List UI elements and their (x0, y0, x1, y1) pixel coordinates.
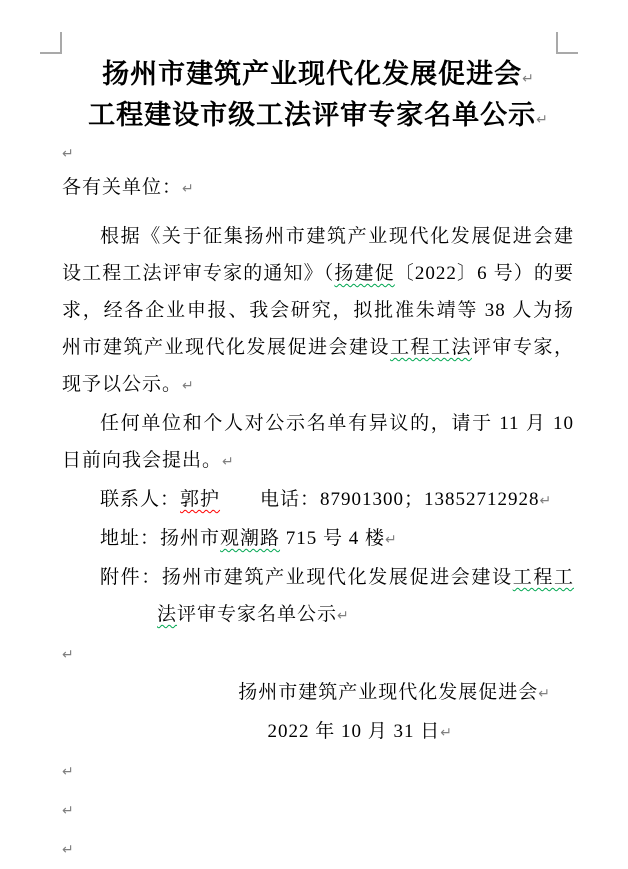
grammar-flagged-text: 扬建促 (334, 263, 395, 284)
para-basis[interactable] (62, 218, 574, 405)
title-line-2[interactable] (62, 97, 574, 138)
para-objection[interactable] (62, 405, 574, 481)
text-run: 各有关单位： (62, 177, 183, 198)
paragraph-mark-icon: ↵ (222, 454, 234, 470)
text-run: 任何单位和个人对公示名单有异议的，请于 11 月 10 日前向我会提出。 (62, 413, 574, 471)
signature-date[interactable] (62, 713, 574, 752)
grammar-flagged-text: 工程工法 (157, 567, 574, 625)
empty-line-3[interactable] (62, 752, 574, 791)
spelling-flagged-text: 郭护 (180, 489, 221, 510)
empty-line-1[interactable] (62, 138, 574, 169)
text-run: 地址：扬州市 (100, 528, 221, 549)
paragraph-mark-icon: ↵ (337, 608, 349, 624)
paragraph-mark-icon: ↵ (182, 181, 194, 197)
text-run: 〔2022〕6 号）的要求，经各企业申报、我会研究，拟批准朱靖等 38 人为扬州市建筑产业现代化发展促进会建设 (62, 263, 574, 358)
empty-line-2[interactable] (62, 635, 574, 674)
paragraph-mark-icon: ↵ (62, 842, 74, 858)
paragraph-mark-icon: ↵ (385, 532, 397, 548)
grammar-flagged-text: 观潮路 (220, 528, 281, 549)
title-line-1[interactable] (62, 56, 574, 97)
salutation[interactable] (62, 169, 574, 208)
paragraph-mark-icon: ↵ (538, 686, 550, 702)
empty-line-4[interactable] (62, 791, 574, 830)
text-run: 电话：87901300；13852712928 (220, 489, 540, 510)
text-run: 根据《关于征集扬州市建筑产业现代化发展促进会建设工程工法评审专家的通知》（ (62, 226, 574, 284)
para-address[interactable] (62, 520, 574, 559)
text-run: 扬州市建筑产业现代化发展促进会 (102, 59, 523, 89)
paragraph-mark-icon: ↵ (539, 493, 552, 509)
text-run: 评审专家，现予以公示。 (62, 337, 574, 395)
para-attachment[interactable] (62, 559, 574, 635)
paragraph-mark-icon: ↵ (62, 764, 74, 780)
para-contact[interactable] (62, 481, 574, 520)
signature-org[interactable] (62, 674, 574, 713)
text-run: 评审专家名单公示 (177, 604, 338, 625)
text-run: 联系人： (100, 489, 181, 510)
paragraph-mark-icon: ↵ (440, 725, 452, 741)
paragraph-mark-icon: ↵ (522, 71, 534, 87)
paragraph-mark-icon: ↵ (62, 146, 74, 162)
paragraph-mark-icon: ↵ (182, 378, 194, 394)
crop-mark-top-right (556, 32, 578, 54)
text-run: 2022 年 10 月 31 日 (267, 721, 441, 742)
text-run: 扬州市建筑产业现代化发展促进会 (238, 682, 539, 703)
text-run: 工程建设市级工法评审专家名单公示 (88, 100, 537, 130)
text-run: 附件：扬州市建筑产业现代化发展促进会建设 (100, 567, 513, 588)
document-body (62, 56, 574, 869)
paragraph-mark-icon: ↵ (62, 803, 74, 819)
grammar-flagged-text: 工程工法 (389, 337, 472, 358)
crop-mark-top-left (40, 32, 62, 54)
paragraph-mark-icon: ↵ (536, 112, 548, 128)
text-run: 715 号 4 楼 (280, 528, 386, 549)
paragraph-mark-icon: ↵ (62, 647, 74, 663)
empty-line-5[interactable] (62, 830, 574, 869)
